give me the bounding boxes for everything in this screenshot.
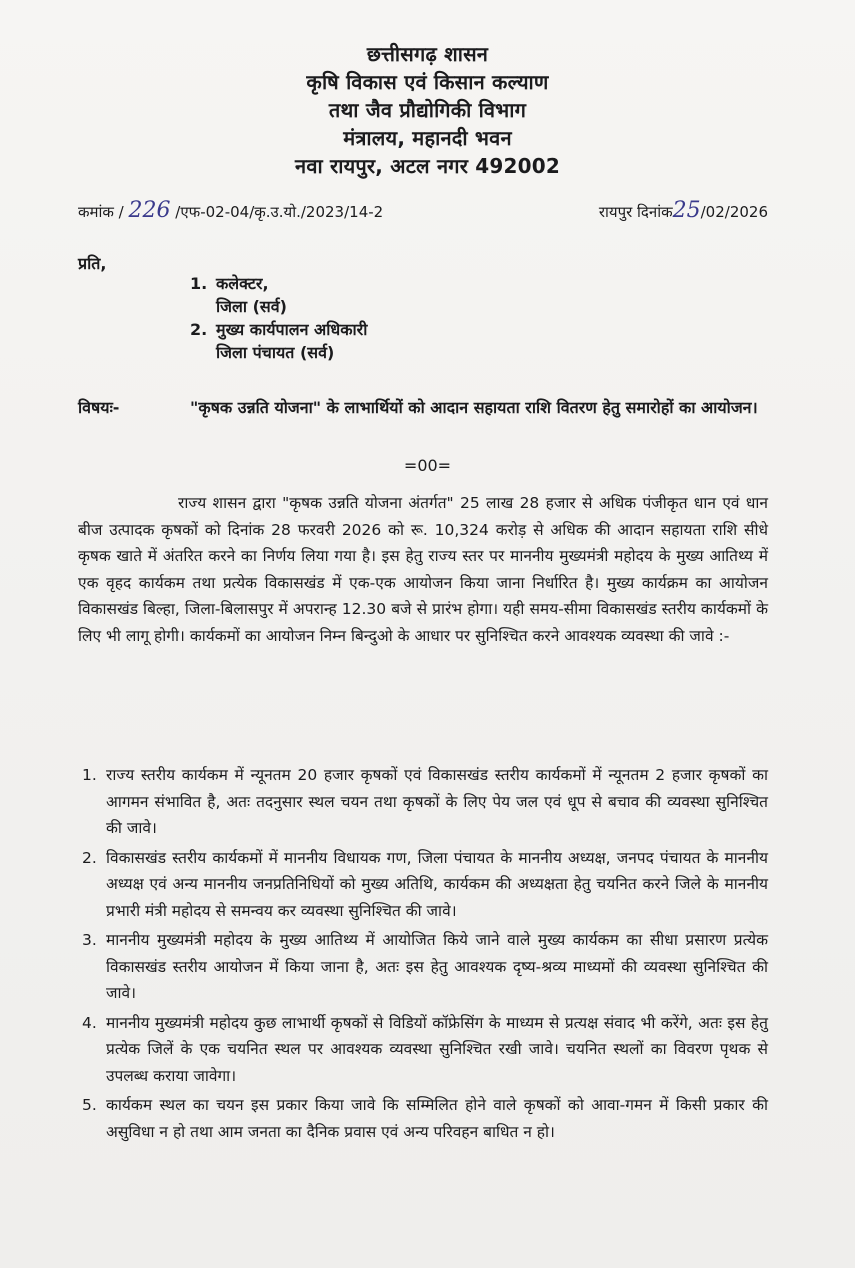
date-day-handwritten: 25: [672, 198, 701, 223]
subject-label: विषयः-: [78, 398, 120, 417]
instruction-list: [78, 762, 768, 1148]
addressee-label: प्रति,: [78, 254, 107, 273]
recipient-item: [190, 318, 367, 341]
recipient-scope: जिला पंचायत (सर्व): [216, 343, 335, 362]
recipient-title: कलेक्टर,: [216, 274, 269, 293]
reference-suffix: /एफ-02-04/कृ.उ.यो./2023/14-2: [175, 203, 384, 221]
recipient-list: [190, 272, 367, 364]
section-divider: =00=: [403, 456, 452, 475]
list-item-text: माननीय मुख्यमंत्री महोदय के मुख्य आतिथ्य में आयोजित किये जाने वाले मुख्य कार्यकम का सीधा प्रसारण प्रत्येक विकासखंड स्तरीय आयोजन में किया जाना है, अतः इस हेतु आवश्यक दृष्य-श्रव्य माध्यमों की व्यवस्था सुनिश्चित की जावे।: [106, 931, 768, 1002]
list-item: [78, 927, 768, 1007]
list-item-number: 2.: [82, 848, 97, 867]
reference-number-handwritten: 226: [128, 198, 171, 223]
date-rest: /02/2026: [700, 203, 768, 221]
letterhead-line-3: तथा जैव प्रौद्योगिकी विभाग: [328, 98, 527, 122]
list-item: [78, 762, 768, 842]
body-paragraph: राज्य शासन द्वारा "कृषक उन्नति योजना अंतर्गत" 25 लाख 28 हजार से अधिक पंजीकृत धान एवं धान बीज उत्पादक कृषकों को दिनांक 28 फरवरी 2026 को रू. 10,324 करोड़ से अधिक की आदान सहायता राशि सीधे कृषक खाते में अंतरित करने का निर्णय लिया गया है। इस हेतु राज्य स्तर पर माननीय मुख्यमंत्री महोदय के मुख्य आतिथ्य में एक वृहद कार्यकम तथा प्रत्येक विकासखंड में एक-एक आयोजन किया जाना निर्धारित है। मुख्य कार्यक्रम का आयोजन विकासखंड बिल्हा, जिला-बिलासपुर में अपरान्ह 12.30 बजे से प्रारंभ होगा। यही समय-सीमा विकासखंड स्तरीय कार्यकमों के लिए भी लागू होगी। कार्यकमों का आयोजन निम्न बिन्दुओ के आधार पर सुनिश्चित करने आवश्यक व्यवस्था की जावे :-: [78, 494, 768, 645]
recipient-number: 1.: [190, 274, 208, 293]
letterhead-line-1: छत्तीसगढ़ शासन: [366, 42, 489, 66]
letterhead-line-2: कृषि विकास एवं किसान कल्याण: [306, 70, 549, 94]
list-item: [78, 1092, 768, 1145]
letterhead-line-4: मंत्रालय, महानदी भवन: [343, 126, 512, 150]
list-item-text: राज्य स्तरीय कार्यकम में न्यूनतम 20 हजार कृषकों एवं विकासखंड स्तरीय कार्यकमों में न्यूनतम 2 हजार कृषकों का आगमन संभावित है, अतः तदनुसार स्थल चयन तथा कृषकों के लिए पेय जल एवं धूप से बचाव की व्यवस्था सुनिश्चित की जावे।: [106, 766, 768, 837]
letterhead-line-5: नवा रायपुर, अटल नगर 492002: [295, 154, 560, 178]
place-date-label: रायपुर दिनांक: [598, 203, 673, 221]
recipient-scope: जिला (सर्व): [216, 297, 287, 316]
list-item: [78, 845, 768, 925]
list-item-number: 3.: [82, 931, 97, 949]
list-item-number: 5.: [82, 1096, 97, 1114]
recipient-title: मुख्य कार्यपालन अधिकारी: [216, 320, 368, 339]
list-item-number: 1.: [82, 766, 97, 784]
subject-text: "कृषक उन्नति योजना" के लाभार्थियों को आदान सहायता राशि वितरण हेतु समारोहों का आयोजन।: [190, 398, 758, 417]
reference-prefix: कमांक /: [78, 203, 124, 221]
reference-line: [78, 198, 768, 223]
list-item-number: 4.: [82, 1013, 97, 1032]
letterhead: [0, 40, 855, 180]
list-item-text: कार्यकम स्थल का चयन इस प्रकार किया जावे कि सम्मिलित होने वाले कृषकों को आवा-गमन में किसी प्रकार की असुविधा न हो तथा आम जनता का दैनिक प्रवास एवं अन्य परिवहन बाधित न हो।: [106, 1096, 768, 1141]
recipient-item: [190, 272, 367, 295]
recipient-number: 2.: [190, 320, 208, 339]
list-item: [78, 1010, 768, 1090]
list-item-text: माननीय मुख्यमंत्री महोदय कुछ लाभार्थी कृषकों से विडियों कॉफ्रेसिंग के माध्यम से प्रत्यक्ष संवाद भी करेंगे, अतः इस हेतु प्रत्येक जिलें के एक चयनित स्थल पर आवश्यक व्यवस्था सुनिश्चित रखी जावे। चयनित स्थलों का विवरण पृथक से उपलब्ध कराया जावेगा।: [106, 1013, 768, 1085]
list-item-text: विकासखंड स्तरीय कार्यकमों में माननीय विधायक गण, जिला पंचायत के माननीय अध्यक्ष, जनपद पंचायत के माननीय अध्यक्ष एवं अन्य माननीय जनप्रतिनिधियों को मुख्य अतिथि, कार्यकम की अध्यक्षता हेतु चयनित करने जिले के माननीय प्रभारी मंत्री महोदय से समन्वय कर व्यवस्था सुनिश्चित की जावे।: [106, 848, 768, 920]
place-date: [599, 198, 768, 223]
